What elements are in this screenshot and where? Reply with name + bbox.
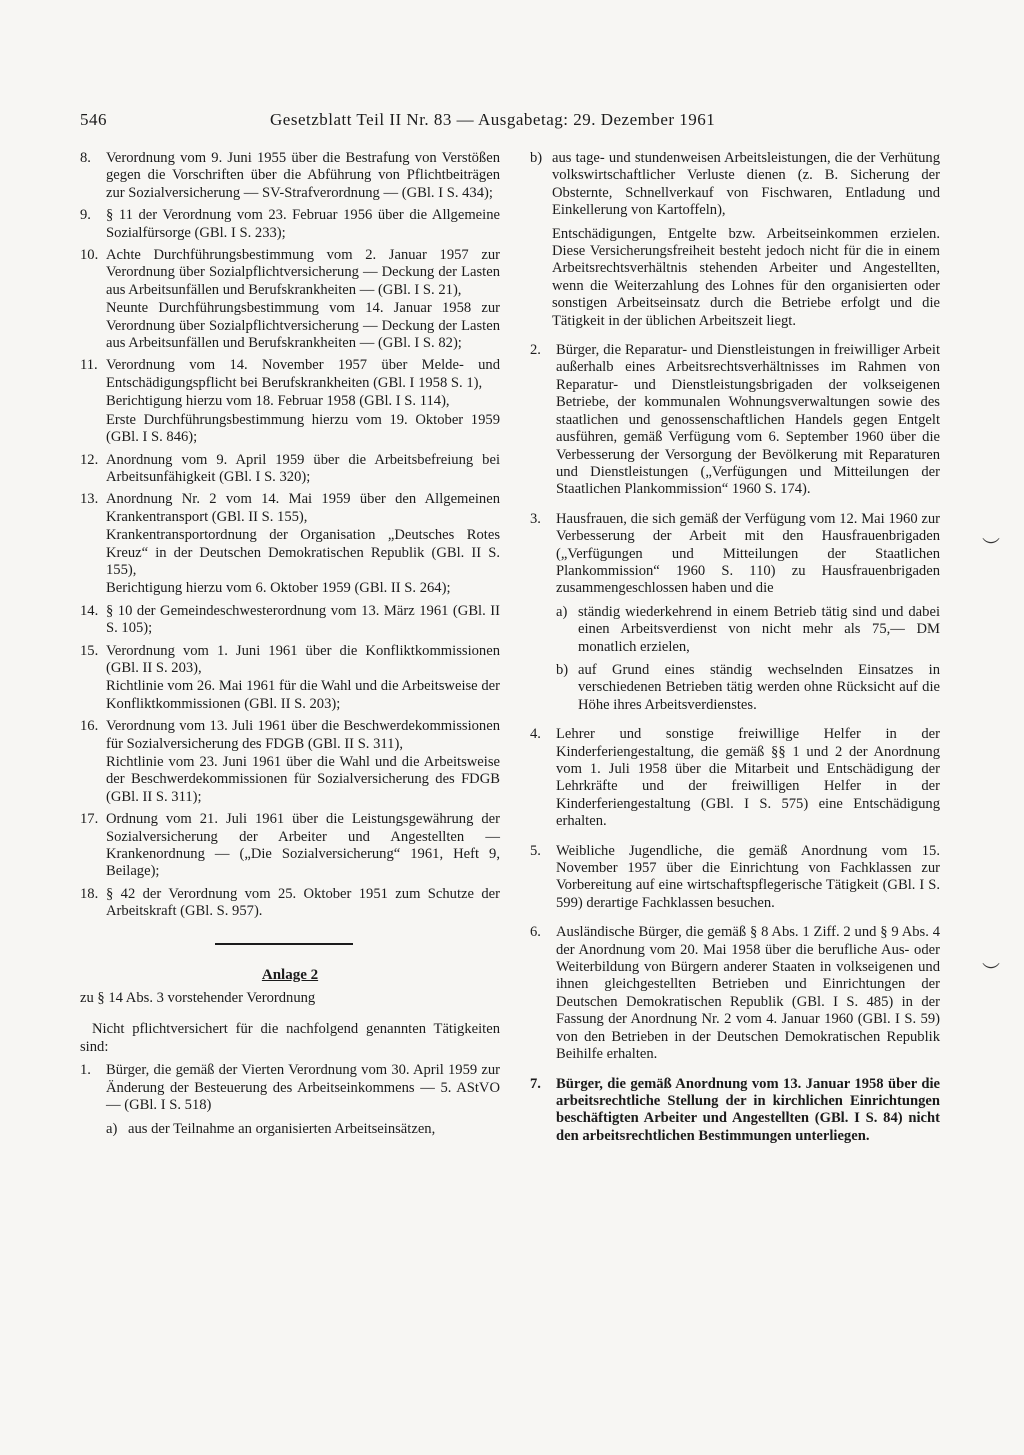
list-item xyxy=(80,357,500,446)
item-paragraph: Krankentransportordnung der Organisation „Deutsches Rotes Kreuz“ in der Deutschen Demokratischen Republik (GBl. II S. 155), xyxy=(106,527,500,578)
item-paragraph: Achte Durchführungsbestimmung vom 2. Januar 1957 zur Verordnung über Sozialpflichtversicherung — Deckung der Lasten aus Arbeitsunfällen und Berufskrankheiten — (GBl. I S. 21), xyxy=(106,247,500,298)
section-divider xyxy=(215,943,353,945)
margin-mark: ︶ xyxy=(982,962,1000,982)
subitem-label: b) xyxy=(556,661,569,678)
list-item xyxy=(80,886,500,921)
anlage-reference: zu § 14 Abs. 3 vorstehender Verordnung xyxy=(80,990,316,1007)
anlage-item-3a xyxy=(556,604,940,656)
gazette-title: Gesetzblatt Teil II Nr. 83 — Ausgabetag: 29. Dezember 1961 xyxy=(270,110,716,129)
subitem-label: a) xyxy=(556,603,568,620)
item-text: Lehrer und sonstige freiwillige Helfer in der Kinderferiengestaltung, die gemäß §§ 1 und 2 der Anordnung vom 1. Juli 1958 über die Mitarbeit und Entschädigung der Lehrkräfte und der freiwilligen Helfer in der Kinderferiengestaltung (GBl. I S. 575) eine Entschädigung erhalten. xyxy=(556,726,940,830)
item-paragraph: Verordnung vom 14. November 1957 über Melde- und Entschädigungspflicht bei Berufskrankheiten (GBl. I 1958 S. 1), xyxy=(106,357,500,391)
list-item xyxy=(80,207,500,242)
list-item xyxy=(80,718,500,806)
item-paragraph: § 11 der Verordnung vom 23. Februar 1956 über die Allgemeine Sozialfürsorge (GBl. I S. 233); xyxy=(106,207,500,241)
list-item xyxy=(80,811,500,881)
item-paragraph: Anordnung vom 9. April 1959 über die Arbeitsbefreiung bei Arbeitsunfähigkeit (GBl. I S. 320); xyxy=(106,451,500,485)
entschaedigung-paragraph: Entschädigungen, Entgelte bzw. Arbeitseinkommen erzielen. Diese Versicherungsfreiheit besteht jedoch nicht für die in einem Arbeitsrechtsverhältnis stehenden Arbeiter und Angestellten, wenn die Weiterzahlung des Lohnes für den organisierten oder sonstigen Arbeitseinsatz durch die Betriebe erfolgt und die Tätigkeit in der üblichen Arbeitszeit liegt. xyxy=(552,225,940,329)
subitem-text: ständig wiederkehrend in einem Betrieb tätig sind und dabei einen Arbeitsverdienst von nicht mehr als 75,— DM monatlich erzielen, xyxy=(578,603,940,655)
item-paragraph: Anordnung Nr. 2 vom 14. Mai 1959 über den Allgemeinen Krankentransport (GBl. II S. 155), xyxy=(106,491,500,525)
anlage-item-3 xyxy=(530,511,940,714)
anlage-item-1b xyxy=(530,150,940,220)
anlage-item-3b xyxy=(556,662,940,714)
page-number: 546 xyxy=(80,110,107,129)
item-paragraph: Richtlinie vom 26. Mai 1961 für die Wahl und die Arbeitsweise der Konfliktkommissionen (GBl. II S. 203); xyxy=(106,678,500,712)
item-number: 15. xyxy=(80,642,99,659)
item-number: 14. xyxy=(80,602,99,619)
list-item xyxy=(80,150,500,202)
item-paragraph: Verordnung vom 1. Juni 1961 über die Konfliktkommissionen (GBl. II S. 203), xyxy=(106,642,500,676)
item-number: 7. xyxy=(530,1075,541,1092)
item-number: 6. xyxy=(530,924,541,941)
item-number: 5. xyxy=(530,842,541,859)
anlage-item-7 xyxy=(530,1076,940,1146)
item-paragraph: § 10 der Gemeindeschwesterordnung vom 13. März 1961 (GBl. II S. 105); xyxy=(106,602,500,637)
item-number: 11. xyxy=(80,357,98,374)
item-paragraph: Erste Durchführungsbestimmung hierzu vom 19. Oktober 1959 (GBl. I S. 846); xyxy=(106,411,500,446)
anlage-intro: Nicht pflichtversichert für die nachfolgend genannten Tätigkeiten sind: xyxy=(80,1021,500,1055)
item-text: Bürger, die gemäß Anordnung vom 13. Januar 1958 über die arbeitsrechtliche Stellung der in kirchlichen Einrichtungen beschäftigten Arbeiter und Angestellten (GBl. I S. 84) nicht den arbeitsrechtlichen Bestimmungen unterliegen. xyxy=(556,1075,940,1144)
item-text: Bürger, die Reparatur- und Dienstleistungen in freiwilliger Arbeit außerhalb eines Arbeitsrechtsverhältnisses im Rahmen von Reparatur- und Dienstleistungsbrigaden der volkseigenen Betriebe, der kommunalen Wohnungsverwaltungen sowie des staatlichen und genossenschaftlichen Handels gegen Entgelt ausführen, gemäß Verfügung vom 6. September 1960 über die Verbesserung der Versorgung der Bevölkerung mit Reparaturen und Dienstleistungen („Verfügungen und Mitteilungen der Staatlichen Plankommission“ 1960 S. 174). xyxy=(556,342,940,498)
list-item xyxy=(80,452,500,487)
item-text: Weibliche Jugendliche, die gemäß Anordnung vom 15. November 1957 über die Einrichtung von Fachklassen zur Vorbereitung auf eine wirtschaftspflegerische Tätigkeit (GBl. I S. 599) derartige Fachklassen besuchen. xyxy=(556,842,940,911)
anlage-item-1a xyxy=(106,1121,500,1138)
left-column xyxy=(80,150,500,1144)
item-paragraph: Neunte Durchführungsbestimmung vom 14. Januar 1958 zur Verordnung über Sozialpflichtversicherung — Deckung der Lasten aus Arbeitsunfällen und Berufskrankheiten — (GBl. I S. 82); xyxy=(106,300,500,352)
anlage-item-5 xyxy=(530,843,940,913)
item-number: 9. xyxy=(80,207,91,224)
list-item xyxy=(80,247,500,352)
anlage-item-1 xyxy=(80,1062,500,1138)
item-number: 10. xyxy=(80,247,99,264)
item-number: 17. xyxy=(80,811,99,828)
right-column xyxy=(530,150,940,1150)
subitem-text: aus der Teilnahme an organisierten Arbeitseinsätzen, xyxy=(128,1120,436,1137)
item-number: 8. xyxy=(80,150,91,166)
subitem-label: b) xyxy=(530,150,543,166)
item-number: 1. xyxy=(80,1062,91,1079)
anlage-title: Anlage 2 xyxy=(261,966,319,983)
item-number: 18. xyxy=(80,885,99,902)
item-paragraph: Berichtigung hierzu vom 6. Oktober 1959 (GBl. II S. 264); xyxy=(106,580,451,597)
list-item xyxy=(80,491,500,597)
anlage-item-2 xyxy=(530,342,940,499)
item-paragraph: § 42 der Verordnung vom 25. Oktober 1951 zum Schutze der Arbeitskraft (GBl. S. 957). xyxy=(106,885,500,920)
item-number: 4. xyxy=(530,726,541,743)
item-text: Hausfrauen, die sich gemäß der Verfügung vom 12. Mai 1960 zur Verbesserung der Arbeit mit den Hausfrauenbrigaden („Verfügungen und Mitteilungen der Staatlichen Plankommission“ 1960 S. 110) zu Hausfrauenbrigaden zusammengeschlossen haben und die xyxy=(556,510,940,597)
item-paragraph: Ordnung vom 21. Juli 1961 über die Leistungsgewährung der Sozialversicherung der Arbeiter und Angestellten — Krankenordnung — („Die Sozialversicherung“ 1961, Heft 9, Beilage); xyxy=(106,811,500,880)
item-number: 13. xyxy=(80,491,99,508)
item-paragraph: Verordnung vom 9. Juni 1955 über die Bestrafung von Verstößen gegen die Vorschriften über die Abführung von Pflichtbeiträgen zur Sozialversicherung — SV-Strafverordnung — (GBl. I S. 434); xyxy=(106,150,500,201)
margin-mark: ︶ xyxy=(982,537,1000,557)
page-header xyxy=(80,110,960,134)
item-number: 2. xyxy=(530,342,541,359)
left-item-list xyxy=(80,150,500,921)
item-number: 16. xyxy=(80,718,99,735)
subitem-text: aus tage- und stundenweisen Arbeitsleistungen, die der Verhütung volkswirtschaftlicher Verluste dienen (z. B. Sicherung der Obsternte, Schnellverkauf von Fischwaren, Entladung und Einkellerung von Kartoffeln), xyxy=(552,150,940,219)
item-paragraph: Berichtigung hierzu vom 18. Februar 1958 (GBl. I S. 114), xyxy=(106,393,450,410)
list-item xyxy=(80,603,500,638)
item-number: 3. xyxy=(530,510,541,527)
subitem-text: auf Grund eines ständig wechselnden Einsatzes in verschiedenen Betrieben tätig werden ohne Rücksicht auf die Höhe ihres Arbeitsverdienstes. xyxy=(578,661,940,713)
item-text: Ausländische Bürger, die gemäß § 8 Abs. 1 Ziff. 2 und § 9 Abs. 4 der Anordnung vom 20. Mai 1958 über die berufliche Aus- oder Weiterbildung von Bürgern anderer Staaten in volkseigenen und ihnen gleichgestellten Betrieben und Einrichtungen der Deutschen Demokratischen Republik (GBl. I S. 485) in der Fassung der Anordnung Nr. 2 vom 4. Januar 1960 (GBl. I S. 59) von den Betrieben in der Deutschen Demokratischen Republik Beihilfe erhalten. xyxy=(556,924,940,1063)
list-item xyxy=(80,643,500,714)
anlage-item-6 xyxy=(530,924,940,1063)
anlage-item-4 xyxy=(530,726,940,830)
subitem-label: a) xyxy=(106,1120,118,1137)
item-paragraph: Verordnung vom 13. Juli 1961 über die Beschwerdekommissionen für Sozialversicherung des FDGB (GBl. II S. 311), xyxy=(106,718,500,752)
item-paragraph: Richtlinie vom 23. Juni 1961 über die Wahl und die Arbeitsweise der Beschwerdekommissionen für Sozialversicherung des FDGB (GBl. II S. 311); xyxy=(106,754,500,805)
item-number: 12. xyxy=(80,451,99,468)
item-text: Bürger, die gemäß der Vierten Verordnung vom 30. April 1959 zur Änderung der Besteuerung des Arbeitseinkommens — 5. AStVO — (GBl. I S. 518) xyxy=(106,1062,500,1114)
